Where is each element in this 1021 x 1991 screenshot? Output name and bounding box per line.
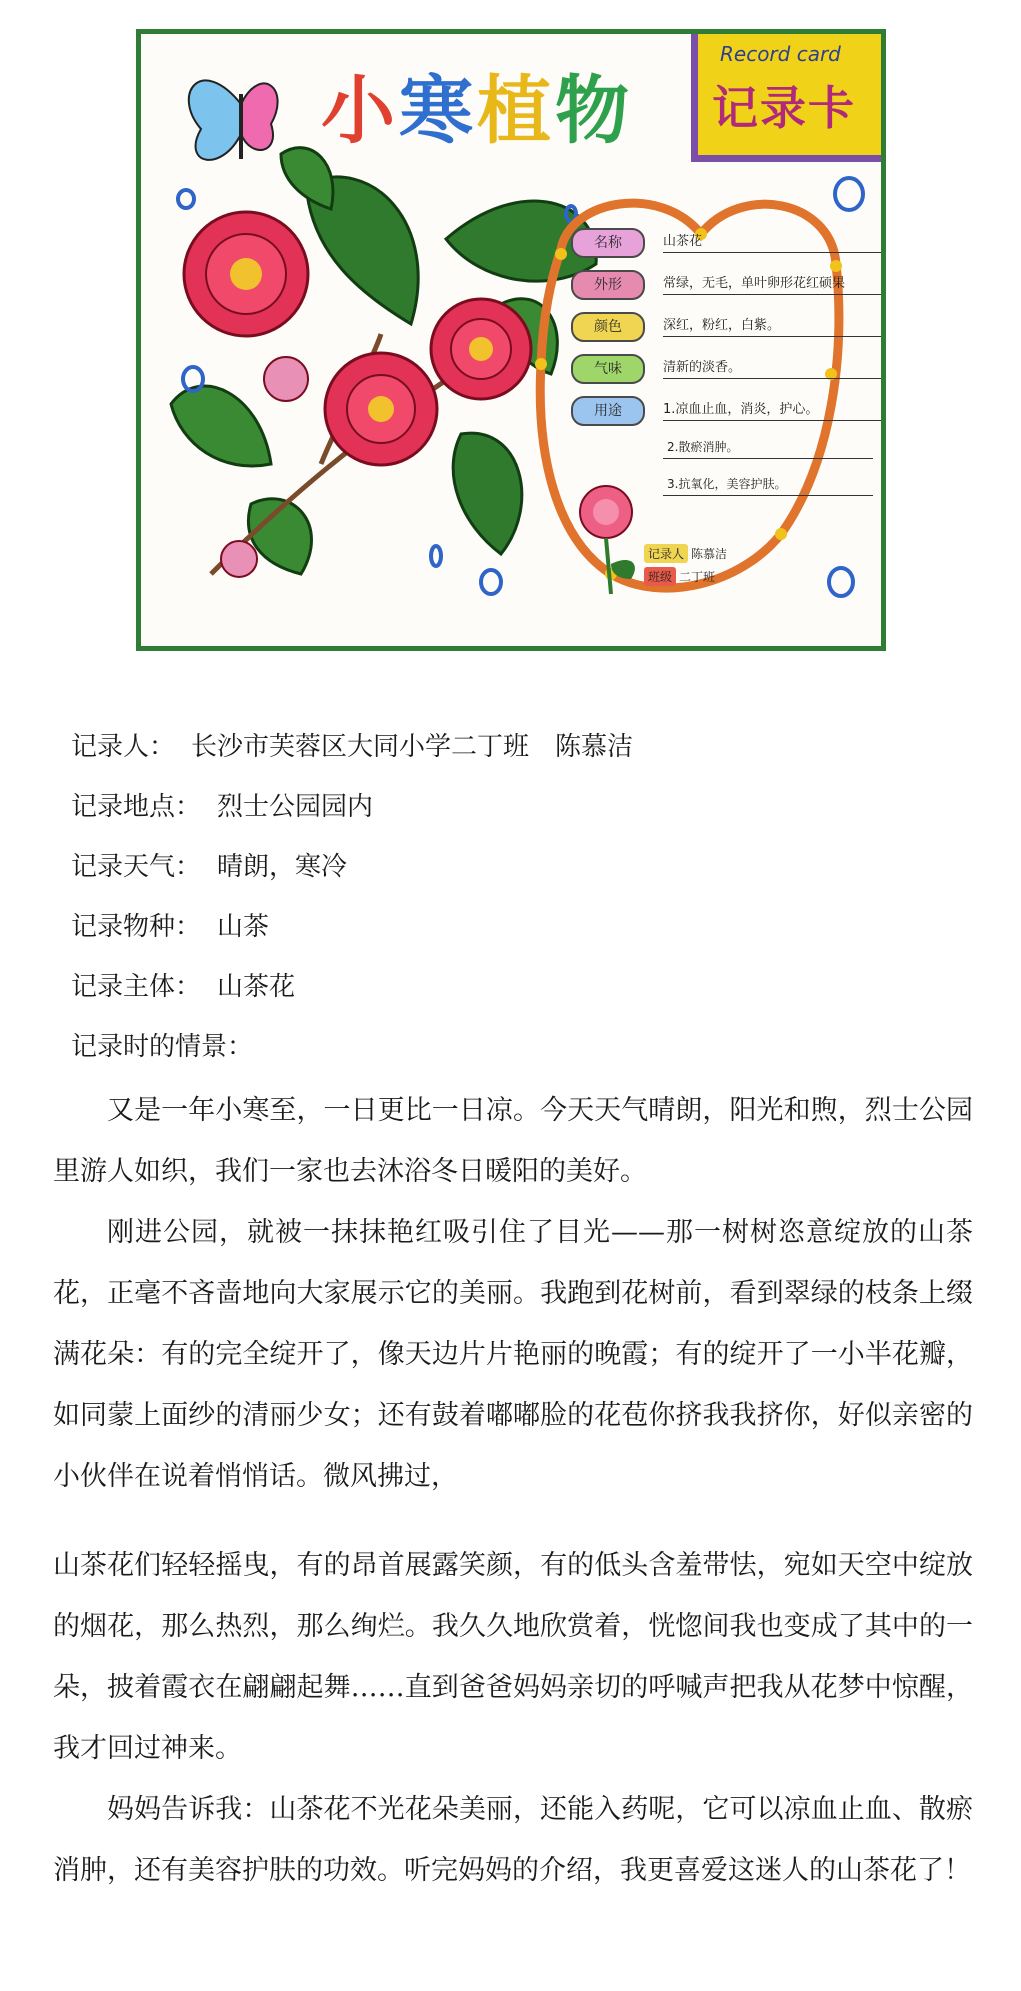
camellia-flower-center <box>325 353 437 465</box>
record-label: 记录物种： <box>71 912 202 942</box>
record-label: 记录主体： <box>71 972 202 1002</box>
record-value: 长沙市芙蓉区大同小学二丁班 陈慕洁 <box>191 732 634 762</box>
record-value: 山茶花 <box>217 972 296 1002</box>
card-field-list <box>571 224 881 434</box>
card-field-value: 深红，粉红，白紫。 <box>663 314 886 337</box>
card-field-color <box>571 308 881 350</box>
record-label: 记录地点： <box>71 792 202 822</box>
record-row-recorder <box>71 727 971 787</box>
record-info <box>71 727 971 1087</box>
record-label: 记录天气： <box>71 852 202 882</box>
record-card-cn: 记录卡 <box>712 81 856 135</box>
card-uses-more <box>663 434 873 508</box>
record-label: 记录时的情景： <box>71 1032 254 1062</box>
card-field-label: 名称 <box>571 228 645 258</box>
story-text <box>53 1080 973 1901</box>
poster-title-char: 小 <box>321 68 399 154</box>
record-row-weather <box>71 847 971 907</box>
card-field-label: 外形 <box>571 270 645 300</box>
story-paragraph: 妈妈告诉我：山茶花不光花朵美丽，还能入药呢，它可以凉血止血、散瘀消肿，还有美容护肤的功效。听完妈妈的介绍，我更喜爱这迷人的山茶花了！ <box>53 1794 973 1886</box>
poster-title <box>321 52 633 158</box>
card-field-value: 常绿，无毛，单叶卵形花红硕果 <box>663 272 886 295</box>
record-value: 山茶 <box>217 912 270 942</box>
recorder-tag: 记录人 <box>644 544 688 563</box>
record-value: 烈士公园园内 <box>217 792 374 822</box>
recorder-name: 陈慕洁 <box>691 547 728 561</box>
poster-title-char: 植 <box>477 68 555 154</box>
card-field-label: 用途 <box>571 396 645 426</box>
record-row-location <box>71 787 971 847</box>
story-paragraph: 刚进公园，就被一抹抹艳红吸引住了目光——那一树树恣意绽放的山茶花，正毫不吝啬地向大家展示它的美丽。我跑到花树前，看到翠绿的枝条上缀满花朵：有的完全绽开了，像天边片片艳丽的晚霞；有的绽开了一小半花瓣，如同蒙上面纱的清丽少女；还有鼓着嘟嘟脸的花苞你挤我我挤你，好似亲密的小伙伴在说着悄悄话。微风拂过， <box>53 1217 973 1492</box>
card-use-item: 3.抗氧化，美容护肤。 <box>663 471 873 496</box>
card-field-shape <box>571 266 881 308</box>
class-tag: 班级 <box>644 567 676 586</box>
class-name: 二丁班 <box>679 570 716 584</box>
card-field-name <box>571 224 881 266</box>
record-card-poster <box>136 29 886 651</box>
poster-title-char: 寒 <box>399 68 477 154</box>
record-card-badge <box>691 34 883 162</box>
card-field-value: 山茶花 <box>663 230 886 253</box>
record-label: 记录人： <box>71 732 176 762</box>
card-field-label: 颜色 <box>571 312 645 342</box>
card-field-value: 清新的淡香。 <box>663 356 886 379</box>
card-signature <box>644 544 727 590</box>
poster-title-char: 物 <box>555 68 633 154</box>
record-row-subject <box>71 967 971 1027</box>
card-field-label: 气味 <box>571 354 645 384</box>
camellia-flower-large <box>184 212 308 336</box>
story-paragraph: 山茶花们轻轻摇曳，有的昂首展露笑颜，有的低头含羞带怯，宛如天空中绽放的烟花，那么热烈，那么绚烂。我久久地欣赏着，恍惚间我也变成了其中的一朵，披着霞衣在翩翩起舞……直到爸爸妈妈亲切的呼喊声把我从花梦中惊醒，我才回过神来。 <box>53 1550 973 1764</box>
record-row-species <box>71 907 971 967</box>
camellia-flower-right <box>431 299 531 399</box>
butterfly-icon <box>189 80 278 159</box>
story-paragraph: 又是一年小寒至，一日更比一日凉。今天天气晴朗，阳光和煦，烈士公园里游人如织，我们一家也去沐浴冬日暖阳的美好。 <box>53 1095 973 1187</box>
card-field-use <box>571 392 881 434</box>
record-value: 晴朗，寒冷 <box>217 852 348 882</box>
card-use-item: 2.散瘀消肿。 <box>663 434 873 459</box>
record-card-en: Record card <box>720 42 841 66</box>
card-field-value: 1.凉血止血，消炎，护心。 <box>663 398 886 421</box>
record-row-scene <box>71 1027 971 1087</box>
card-field-smell <box>571 350 881 392</box>
